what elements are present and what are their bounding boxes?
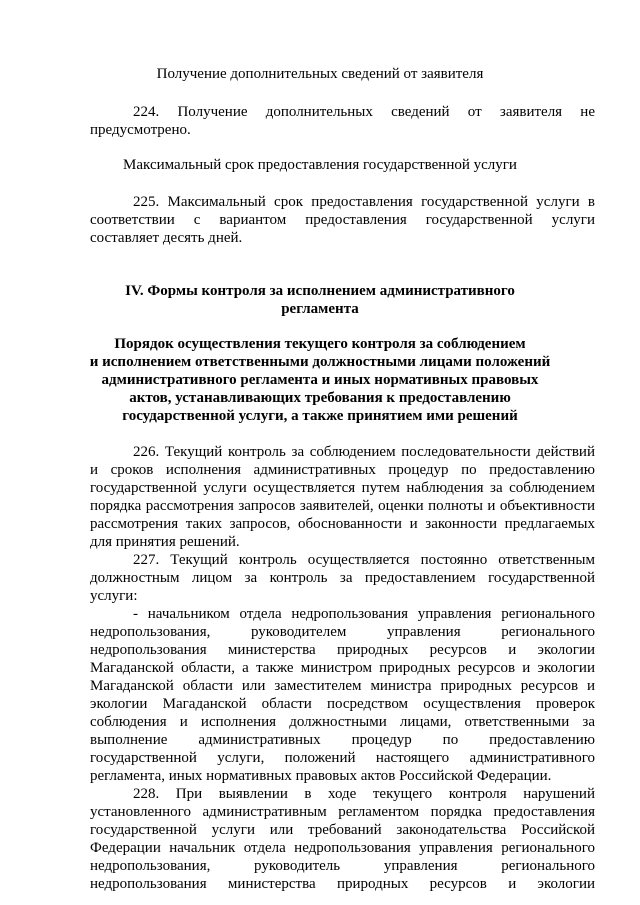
order-heading-line-1: Порядок осуществления текущего контроля за соблюдением <box>114 336 526 352</box>
paragraph-226-line-6: для принятия решений. <box>90 534 240 550</box>
paragraph-224-line-2: предусмотрено. <box>90 122 191 138</box>
paragraph-226-line-5: рассмотрения таких запросов, обоснованности и законности предлагаемых <box>90 516 595 532</box>
list-item-line-10: регламента, иных нормативных правовых актов Российской Федерации. <box>90 768 552 784</box>
paragraph-225-line-2: соответствии с вариантом предоставления государственной услуги <box>90 212 595 228</box>
paragraph-227-line-2: должностным лицом за контроль за предоставлением государственной <box>90 570 595 586</box>
order-heading-line-5: государственной услуги, а также принятием ими решений <box>122 408 518 424</box>
paragraph-228-line-5: недропользования, руководитель управления регионального <box>90 858 595 874</box>
paragraph-226-line-1: 226. Текущий контроль за соблюдением последовательности действий <box>133 444 595 460</box>
list-item-line-4: Магаданской области, а также министром природных ресурсов и экологии <box>90 660 595 676</box>
paragraph-226-line-3: государственной услуги осуществляется путем наблюдения за соблюдением <box>90 480 595 496</box>
paragraph-228-line-1: 228. При выявлении в ходе текущего контроля нарушений <box>133 786 595 802</box>
paragraph-225-line-1: 225. Максимальный срок предоставления государственной услуги в <box>133 194 595 210</box>
list-item-line-9: государственной услуги, положений настоящего административного <box>90 750 595 766</box>
list-item-line-7: соблюдения и исполнения должностными лицами, ответственными за <box>90 714 595 730</box>
paragraph-228-line-4: Федерации начальник отдела недропользования управления регионального <box>90 840 595 856</box>
list-item-line-3: недропользования министерства природных ресурсов и экологии <box>90 642 595 658</box>
paragraph-224-line-1: 224. Получение дополнительных сведений от заявителя не <box>133 104 595 120</box>
chapter-4-heading-line-1: IV. Формы контроля за исполнением административного <box>125 283 515 299</box>
chapter-4-heading-line-2: регламента <box>281 301 359 317</box>
paragraph-226-line-4: порядка рассмотрения запросов заявителей, оценки полноты и объективности <box>90 498 595 514</box>
list-item-line-2: недропользования, руководителем управления регионального <box>90 624 595 640</box>
list-item-line-6: экологии Магаданской области посредством осуществления проверок <box>90 696 595 712</box>
paragraph-228-line-6: недропользования министерства природных ресурсов и экологии <box>90 876 595 892</box>
paragraph-228-line-2: установленного административным регламентом порядка предоставления <box>90 804 595 820</box>
paragraph-226-line-2: и сроков исполнения административных процедур по предоставлению <box>90 462 595 478</box>
heading-max-term: Максимальный срок предоставления государственной услуги <box>123 157 517 173</box>
heading-additional-info: Получение дополнительных сведений от заявителя <box>156 66 484 82</box>
order-heading-line-3: административного регламента и иных нормативных правовых <box>101 372 539 388</box>
list-item-line-5: Магаданской области или заместителем министра природных ресурсов и <box>90 678 595 694</box>
list-item-line-1: - начальником отдела недропользования управления регионального <box>133 606 595 622</box>
order-heading-line-4: актов, устанавливающих требования к предоставлению <box>129 390 511 406</box>
paragraph-227-line-1: 227. Текущий контроль осуществляется постоянно ответственным <box>133 552 595 568</box>
order-heading-line-2: и исполнением ответственными должностными лицами положений <box>89 354 551 370</box>
paragraph-228-line-3: государственной услуги или требований законодательства Российской <box>90 822 595 838</box>
paragraph-227-line-3: услуги: <box>90 588 138 604</box>
paragraph-225-line-3: составляет десять дней. <box>90 230 243 246</box>
list-item-line-8: выполнение административных процедур по предоставлению <box>90 732 595 748</box>
